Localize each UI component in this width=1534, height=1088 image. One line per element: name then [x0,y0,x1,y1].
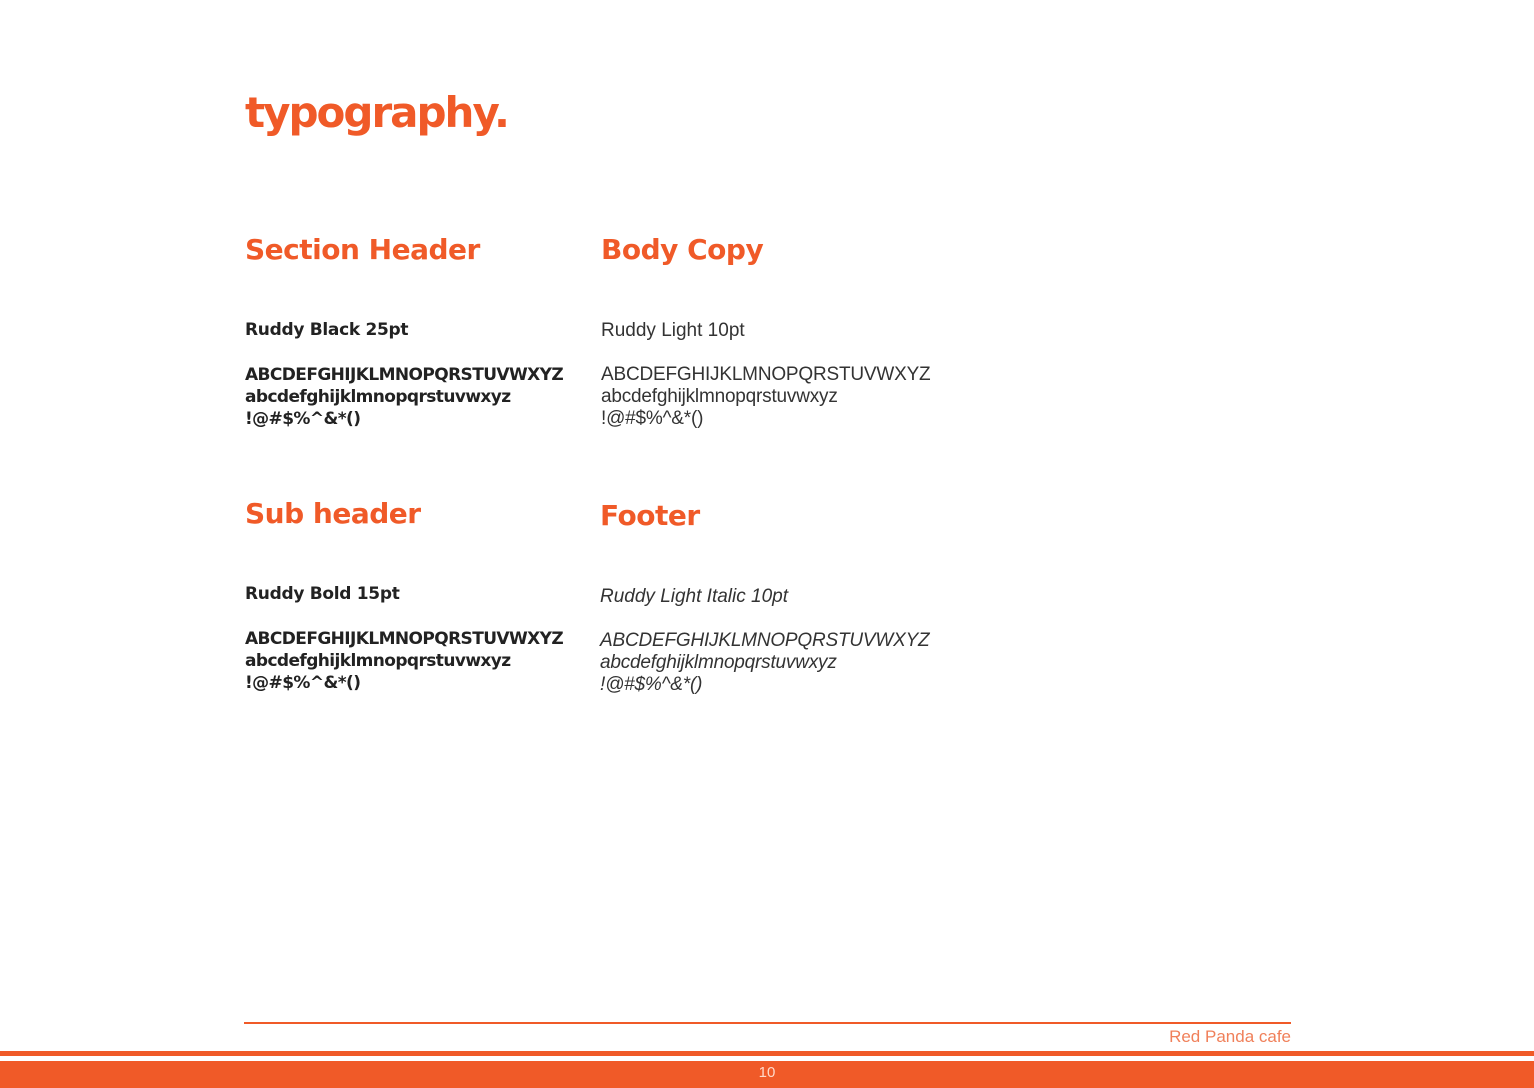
sub-header-sample [245,628,563,694]
footer-font-name: Ruddy Light Italic 10pt [600,586,789,607]
section-header-lowercase: abcdefghijklmnopqrstuvwxyz [245,387,511,407]
sub-header-style [245,497,585,700]
sub-header-symbols: !@#$%^&*() [245,673,361,693]
sub-header-uppercase: ABCDEFGHIJKLMNOPQRSTUVWXYZ [245,629,564,649]
section-header-uppercase: ABCDEFGHIJKLMNOPQRSTUVWXYZ [245,365,564,385]
footer-lowercase: abcdefghijklmnopqrstuvwxyz [600,652,837,673]
section-header-sample [245,364,563,430]
body-copy-uppercase: ABCDEFGHIJKLMNOPQRSTUVWXYZ [601,364,931,385]
footer-divider [244,1022,1291,1024]
body-copy-heading: Body Copy [601,233,764,266]
body-copy-font-name: Ruddy Light 10pt [601,320,745,341]
footer-uppercase: ABCDEFGHIJKLMNOPQRSTUVWXYZ [600,630,930,651]
section-header-symbols: !@#$%^&*() [245,409,361,429]
sub-header-heading: Sub header [245,497,421,530]
body-copy-sample [601,364,930,430]
footer-stripe-thin [0,1051,1534,1056]
sub-header-font-name: Ruddy Bold 15pt [245,584,400,604]
footer-symbols: !@#$%^&*() [600,674,703,695]
body-copy-lowercase: abcdefghijklmnopqrstuvwxyz [601,386,838,407]
page-title: typography. [245,88,508,137]
sub-header-lowercase: abcdefghijklmnopqrstuvwxyz [245,651,511,671]
section-header-style [245,233,585,436]
body-copy-symbols: !@#$%^&*() [601,408,704,429]
footer-sample [600,630,929,696]
section-header-font-name: Ruddy Black 25pt [245,320,409,340]
section-header-heading: Section Header [245,233,480,266]
body-copy-style [601,233,941,436]
footer-style [600,499,940,702]
page-number: 10 [758,1064,776,1081]
brand-name: Red Panda cafe [1169,1027,1291,1046]
footer-heading: Footer [600,499,700,532]
